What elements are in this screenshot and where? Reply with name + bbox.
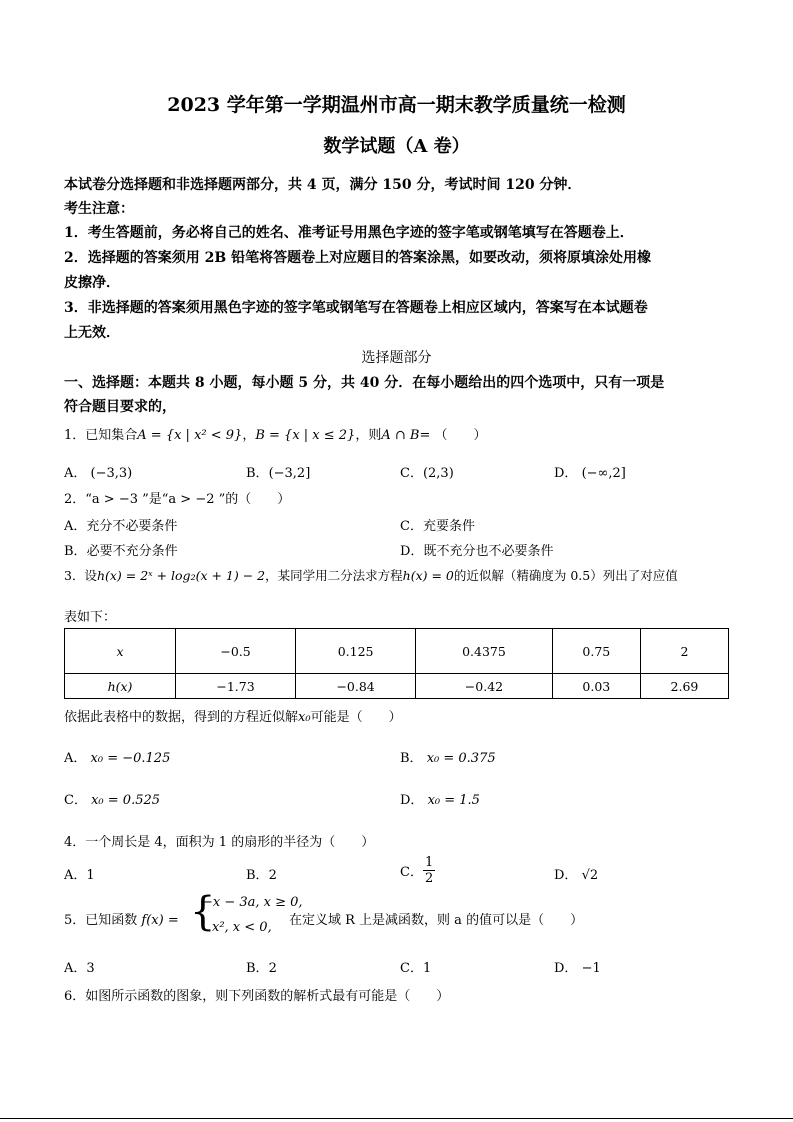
- option-label: A．: [64, 751, 87, 766]
- exam-title: 2023 学年第一学期温州市高一期末教学质量统一检测: [167, 94, 626, 116]
- value-table: [64, 628, 729, 699]
- option-value: 3: [86, 961, 95, 976]
- q3-option-b[interactable]: [400, 747, 496, 766]
- question-6-stem: 6．如图所示函数的图象，则下列函数的解析式最有可能是（ ）: [64, 989, 450, 1004]
- table-cell: −0.42: [416, 674, 553, 699]
- notice-3b: 上无效．: [64, 325, 120, 341]
- q5-option-d[interactable]: [554, 957, 601, 976]
- option-value: 1: [86, 868, 95, 883]
- option-label: D．: [554, 868, 578, 883]
- question-2-stem: 2．“a > −3 ”是“a > −2 ”的（ ）: [64, 492, 291, 507]
- section-heading: 选择题部分: [361, 350, 432, 366]
- option-label: A．: [64, 519, 87, 534]
- q1-expr: A ∩ B: [381, 428, 420, 443]
- option-value: x₀ = −0.125: [90, 751, 171, 766]
- q1-set-a: A = {x | x² < 9}: [137, 428, 243, 443]
- q3-stem-pre: 3．设: [64, 568, 97, 583]
- option-label: A．: [64, 868, 87, 883]
- piecewise-brace-icon: {: [190, 889, 216, 935]
- q1-option-c[interactable]: [400, 462, 454, 481]
- q5-stem-pre-block: [64, 909, 179, 928]
- q5-stem-pre: 5．已知函数: [64, 913, 138, 928]
- q3-after-var: x₀: [298, 710, 311, 725]
- q1-set-b: B = {x | x ≤ 2}: [255, 428, 356, 443]
- q4-option-d[interactable]: [554, 864, 598, 883]
- option-value: 2: [268, 868, 277, 883]
- option-value: (2,3): [422, 466, 454, 481]
- table-cell: −0.84: [296, 674, 416, 699]
- q5-option-c[interactable]: [400, 957, 431, 976]
- q1-comma: ，: [242, 428, 256, 443]
- q4-option-c[interactable]: [400, 855, 435, 886]
- table-header-h: h(x): [65, 674, 176, 699]
- q5-option-b[interactable]: [246, 957, 277, 976]
- option-label: C．: [400, 961, 423, 976]
- option-value: x₀ = 0.375: [426, 751, 496, 766]
- option-label: C．: [400, 865, 423, 880]
- option-value: 必要不充分条件: [86, 544, 178, 559]
- q4-option-b[interactable]: [246, 864, 277, 883]
- option-label: D．: [400, 793, 424, 808]
- q5-stem-post: 在定义域 R 上是减函数，则 a 的值可以是（ ）: [289, 913, 584, 928]
- option-label: B．: [246, 466, 269, 481]
- option-label: D．: [554, 961, 578, 976]
- table-cell: −1.73: [176, 674, 296, 699]
- q1-option-d[interactable]: [554, 462, 626, 481]
- notice-label: 考生注意：: [64, 201, 134, 217]
- option-value: x₀ = 0.525: [91, 793, 161, 808]
- option-label: C．: [64, 793, 87, 808]
- option-label: B．: [400, 751, 423, 766]
- notice-2b: 皮擦净．: [64, 275, 120, 291]
- page-bottom-divider: [0, 1118, 793, 1119]
- option-label: D．: [554, 466, 578, 481]
- q2-option-c[interactable]: [400, 515, 475, 534]
- table-header-x: x: [65, 629, 176, 674]
- question-4-stem: 4．一个周长是 4，面积为 1 的扇形的半径为（ ）: [64, 835, 375, 850]
- exam-info: 本试卷分选择题和非选择题两部分，共 4 页，满分 150 分，考试时间 120 分钟．: [64, 177, 582, 193]
- q3-stem-mid: ，某同学用二分法求方程: [265, 568, 403, 583]
- table-cell: −0.5: [176, 629, 296, 674]
- option-value: 充要条件: [422, 519, 475, 534]
- q2-option-b[interactable]: [64, 540, 178, 559]
- exam-subtitle: 数学试题（A 卷）: [323, 136, 470, 157]
- option-value: 充分不必要条件: [86, 519, 178, 534]
- option-label: B．: [246, 868, 269, 883]
- question-3-stem: [64, 566, 678, 584]
- q3-option-d[interactable]: [400, 789, 480, 808]
- option-label: A．: [64, 961, 87, 976]
- q3-stem-post: 的近似解（精确度为 0.5）列出了对应值: [453, 568, 678, 583]
- option-label: C．: [400, 466, 423, 481]
- option-label: C．: [400, 519, 423, 534]
- q5-func-name: f(x) =: [141, 913, 179, 928]
- q5-case-1: −x − 3a, x ≥ 0,: [202, 895, 303, 910]
- q3-option-c[interactable]: [64, 789, 160, 808]
- q3-option-a[interactable]: [64, 747, 170, 766]
- notice-1: 1．考生答题前，务必将自己的姓名、准考证号用黑色字迹的签字笔或钢笔填写在答题卷上．: [64, 225, 634, 241]
- part1-instructions-a: 一、选择题：本题共 8 小题，每小题 5 分，共 40 分．在每小题给出的四个选项中，只有一项是: [64, 375, 665, 391]
- q5-option-a[interactable]: [64, 957, 95, 976]
- option-value: (−3,3): [90, 466, 133, 481]
- option-value: 2: [268, 961, 277, 976]
- table-cell: 0.03: [552, 674, 640, 699]
- option-value: √2: [581, 868, 599, 883]
- fraction: [423, 855, 435, 886]
- fraction-numerator: 1: [424, 855, 434, 870]
- option-label: D．: [400, 544, 424, 559]
- q1-option-a[interactable]: [64, 462, 132, 481]
- q2-option-a[interactable]: [64, 515, 177, 534]
- option-value: −1: [581, 961, 601, 976]
- option-label: B．: [64, 544, 87, 559]
- table-cell: 0.4375: [416, 629, 553, 674]
- q2-option-d[interactable]: [400, 540, 553, 559]
- q1-option-b[interactable]: [246, 462, 310, 481]
- table-cell: 2: [640, 629, 728, 674]
- option-value: 既不充分也不必要条件: [423, 544, 554, 559]
- part1-instructions-b: 符合题目要求的，: [64, 399, 176, 415]
- option-value: (−∞,2]: [581, 466, 626, 481]
- option-label: A．: [64, 466, 87, 481]
- table-row: [65, 629, 729, 674]
- question-1-stem: [64, 424, 487, 443]
- q3-after-post: 可能是（ ）: [310, 710, 402, 725]
- table-cell: 0.75: [552, 629, 640, 674]
- q1-stem-pre: 1．已知集合: [64, 428, 138, 443]
- notice-3a: 3．非选择题的答案须用黑色字迹的签字笔或钢笔写在答题卷上相应区域内，答案写在本试题卷: [64, 300, 648, 316]
- q1-stem-post: ，则: [355, 428, 382, 443]
- q3-func: h(x) = 2ˣ + log₂(x + 1) − 2: [96, 568, 266, 583]
- table-row: [65, 674, 729, 699]
- option-value: x₀ = 1.5: [427, 793, 480, 808]
- q5-case-2: x², x < 0,: [212, 920, 272, 935]
- q1-blank: = （ ）: [419, 428, 487, 443]
- q4-option-a[interactable]: [64, 864, 95, 883]
- question-3-stem-line2: 表如下：: [64, 610, 117, 625]
- q3-eq: h(x) = 0: [402, 568, 454, 583]
- option-value: 1: [422, 961, 432, 976]
- option-value: (−3,2]: [268, 466, 311, 481]
- table-cell: 2.69: [640, 674, 728, 699]
- question-3-followup: [64, 706, 402, 725]
- table-cell: 0.125: [296, 629, 416, 674]
- notice-2a: 2．选择题的答案须用 2B 铅笔将答题卷上对应题目的答案涂黑，如要改动，须将原填涂处用橡: [64, 250, 652, 266]
- fraction-denominator: 2: [424, 871, 434, 886]
- option-label: B．: [246, 961, 269, 976]
- q3-after: 依据此表格中的数据，得到的方程近似解: [64, 710, 299, 725]
